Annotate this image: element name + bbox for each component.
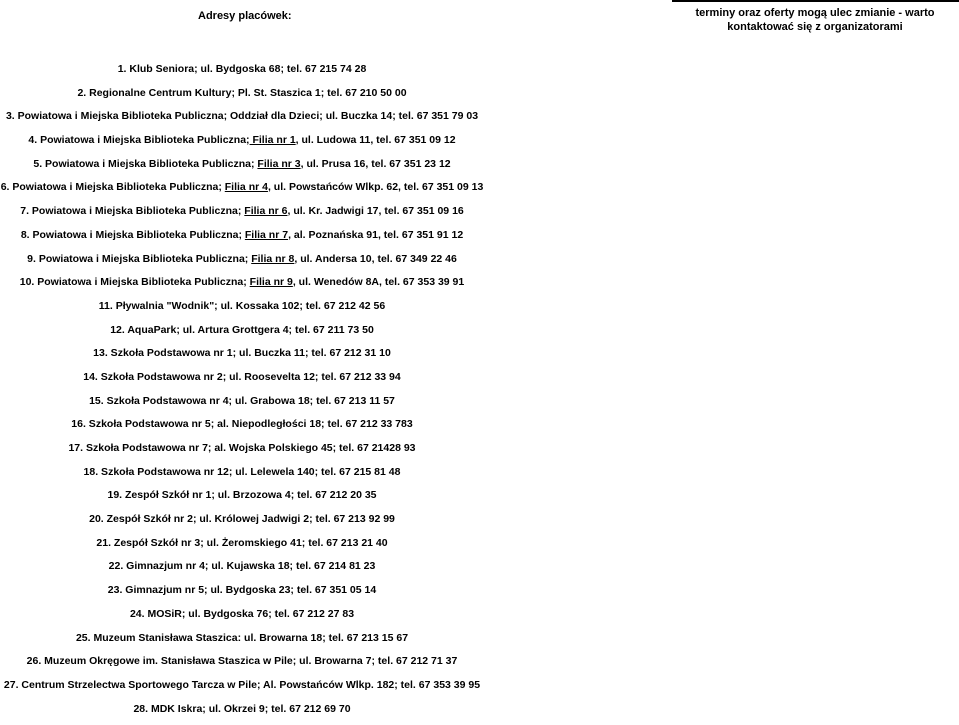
schedule-change-note-line1: terminy oraz oferty mogą ulec zmianie - warto: [695, 7, 935, 19]
address-text: 3. Powiatowa i Miejska Biblioteka Publiczna; Oddział dla Dzieci; ul. Buczka 14; tel. 67 351 79 03: [5, 110, 479, 123]
address-line: [0, 86, 484, 110]
address-text: 13. Szkoła Podstawowa nr 1; ul. Buczka 11; tel. 67 212 31 10: [93, 347, 391, 360]
address-line: [0, 228, 484, 252]
address-text: 21. Zespół Szkół nr 3; ul. Żeromskiego 41; tel. 67 213 21 40: [96, 536, 388, 549]
address-text: 4. Powiatowa i Miejska Biblioteka Publiczna;: [28, 134, 250, 147]
address-line: [0, 607, 484, 631]
branch-name: Filia nr 4: [224, 181, 268, 194]
address-text: 12. AquaPark; ul. Artura Grottgera 4; tel. 67 211 73 50: [110, 323, 374, 336]
address-line: [0, 559, 484, 583]
branch-name: Filia nr 1: [249, 134, 296, 147]
address-text-rest: , ul. Wenedów 8A, tel. 67 353 39 91: [292, 276, 465, 289]
address-text: 10. Powiatowa i Miejska Biblioteka Publiczna;: [19, 276, 250, 289]
address-text-rest: , ul. Andersa 10, tel. 67 349 22 46: [294, 252, 457, 265]
address-text: 7. Powiatowa i Miejska Biblioteka Publiczna;: [20, 205, 245, 218]
top-rule: [672, 0, 959, 2]
address-text: 8. Powiatowa i Miejska Biblioteka Publiczna;: [20, 228, 245, 241]
address-text: 19. Zespół Szkół nr 1; ul. Brzozowa 4; tel. 67 212 20 35: [107, 489, 377, 502]
address-line: [0, 441, 484, 465]
branch-name: Filia nr 7: [244, 228, 289, 241]
address-text-rest: , al. Poznańska 91, tel. 67 351 91 12: [288, 228, 464, 241]
address-text: 26. Muzeum Okręgowe im. Stanisława Staszica w Pile; ul. Browarna 7; tel. 67 212 71 37: [26, 655, 458, 668]
address-line: [0, 631, 484, 655]
address-line: [0, 323, 484, 347]
address-line: [0, 157, 484, 181]
address-text: 16. Szkoła Podstawowa nr 5; al. Niepodległości 18; tel. 67 212 33 783: [71, 418, 413, 431]
address-text-rest: , ul. Ludowa 11, tel. 67 351 09 12: [295, 134, 456, 147]
branch-name: Filia nr 3: [257, 157, 301, 170]
address-line: [0, 654, 484, 678]
schedule-change-note-line2: kontaktować się z organizatorami: [727, 21, 903, 33]
address-text: 11. Pływalnia "Wodnik"; ul. Kossaka 102; tel. 67 212 42 56: [98, 299, 386, 312]
address-text-rest: , ul. Prusa 16, tel. 67 351 23 12: [300, 157, 451, 170]
addresses-heading: Adresy placówek:: [198, 10, 292, 22]
address-line: [0, 702, 484, 725]
address-line: [0, 678, 484, 702]
address-list: [0, 62, 484, 725]
address-line: [0, 62, 484, 86]
branch-name: Filia nr 8: [251, 252, 295, 265]
address-line: [0, 299, 484, 323]
address-text: 15. Szkoła Podstawowa nr 4; ul. Grabowa 18; tel. 67 213 11 57: [89, 394, 395, 407]
address-text: 1. Klub Seniora; ul. Bydgoska 68; tel. 67 215 74 28: [117, 63, 367, 75]
address-text: 22. Gimnazjum nr 4; ul. Kujawska 18; tel. 67 214 81 23: [108, 560, 376, 573]
address-text: 17. Szkoła Podstawowa nr 7; al. Wojska Polskiego 45; tel. 67 21428 93: [68, 442, 416, 454]
address-text: 6. Powiatowa i Miejska Biblioteka Publiczna;: [0, 181, 225, 194]
address-text: 20. Zespół Szkół nr 2; ul. Królowej Jadwigi 2; tel. 67 213 92 99: [89, 513, 395, 526]
address-line: [0, 109, 484, 133]
address-text: 18. Szkoła Podstawowa nr 12; ul. Lelewela 140; tel. 67 215 81 48: [83, 465, 401, 478]
address-line: [0, 536, 484, 560]
address-text: 23. Gimnazjum nr 5; ul. Bydgoska 23; tel. 67 351 05 14: [107, 584, 377, 597]
address-text-rest: , ul. Powstańców Wlkp. 62, tel. 67 351 09 13: [267, 181, 484, 194]
address-line: [0, 417, 484, 441]
address-text-rest: , ul. Kr. Jadwigi 17, tel. 67 351 09 16: [287, 205, 464, 218]
address-line: [0, 133, 484, 157]
address-line: [0, 275, 484, 299]
address-text: 25. Muzeum Stanisława Staszica: ul. Browarna 18; tel. 67 213 15 67: [75, 631, 409, 644]
address-line: [0, 583, 484, 607]
address-line: [0, 465, 484, 489]
address-text: 2. Regionalne Centrum Kultury; Pl. St. Staszica 1; tel. 67 210 50 00: [77, 86, 407, 99]
address-line: [0, 488, 484, 512]
branch-name: Filia nr 6: [244, 205, 288, 218]
address-line: [0, 370, 484, 394]
address-text: 24. MOSiR; ul. Bydgoska 76; tel. 67 212 27 83: [129, 607, 355, 620]
address-line: [0, 394, 484, 418]
address-text: 5. Powiatowa i Miejska Biblioteka Publiczna;: [33, 157, 258, 170]
address-text: 27. Centrum Strzelectwa Sportowego Tarcza w Pile; Al. Powstańców Wlkp. 182; tel. 67 353 39 95: [3, 678, 481, 691]
address-line: [0, 180, 484, 204]
address-text: 28. MDK Iskra; ul. Okrzei 9; tel. 67 212 69 70: [133, 702, 351, 715]
schedule-change-note: [690, 6, 940, 34]
branch-name: Filia nr 9: [249, 276, 293, 289]
address-text: 14. Szkoła Podstawowa nr 2; ul. Roosevelta 12; tel. 67 212 33 94: [83, 370, 401, 383]
address-line: [0, 346, 484, 370]
address-line: [0, 204, 484, 228]
address-text: 9. Powiatowa i Miejska Biblioteka Publiczna;: [27, 252, 252, 265]
address-line: [0, 512, 484, 536]
address-line: [0, 252, 484, 276]
